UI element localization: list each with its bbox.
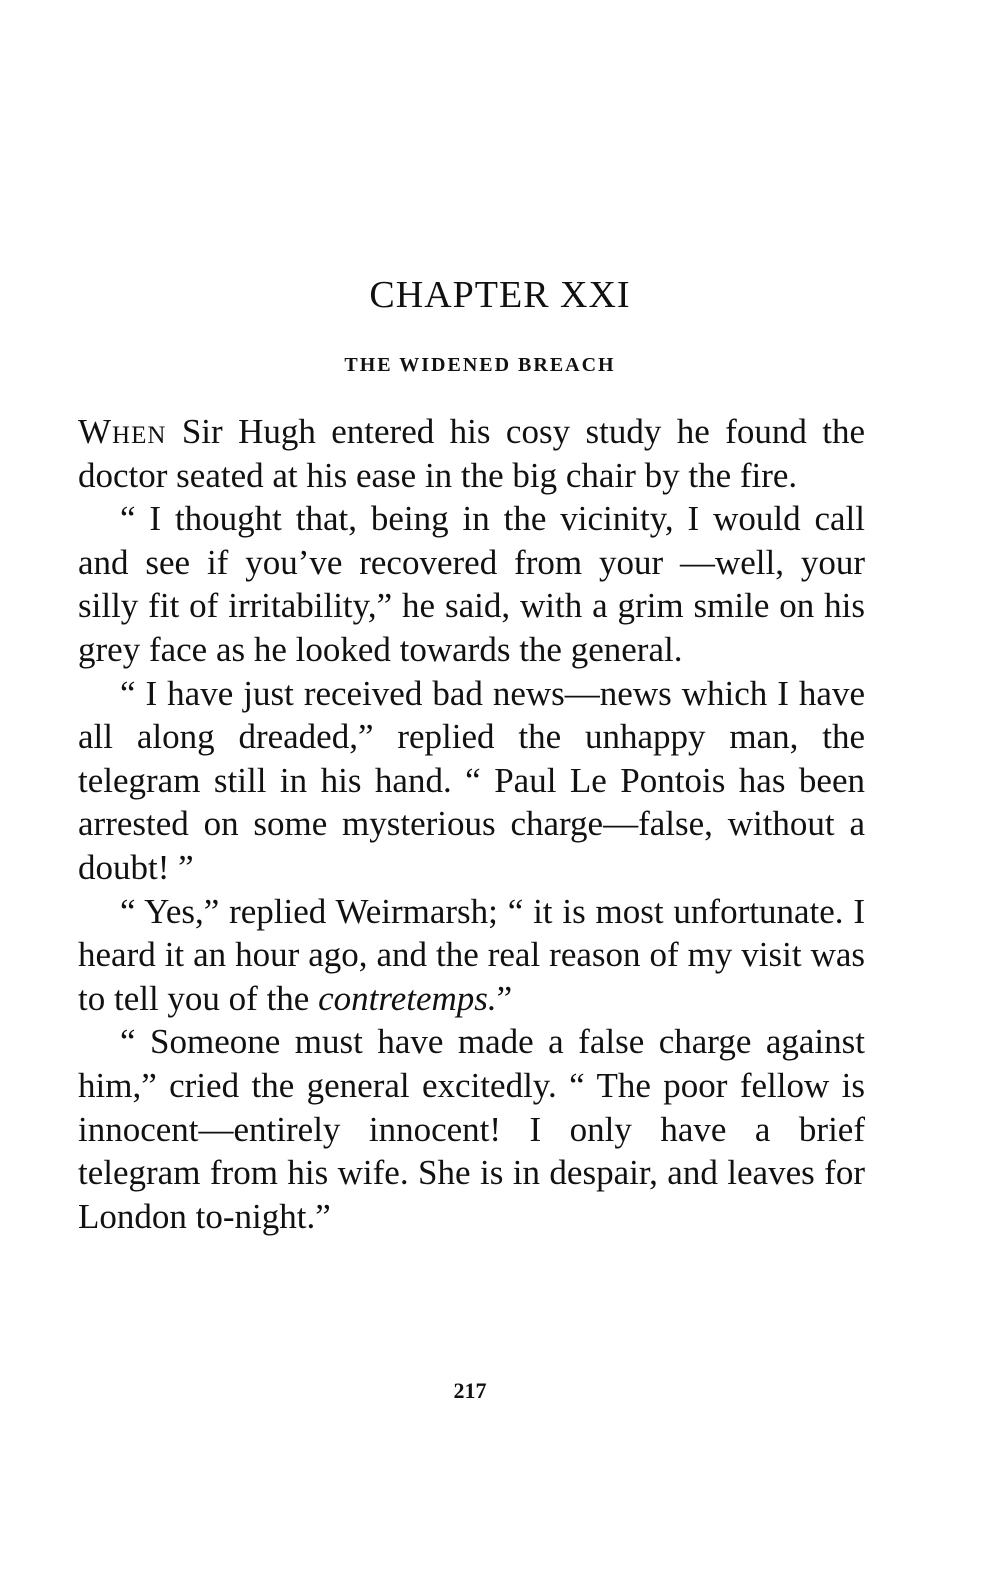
paragraph-1-text: Sir Hugh entered his cosy study he found the doctor seated at his ease in the big chair by the fire. [78, 412, 865, 495]
paragraph-4 [78, 890, 865, 1021]
paragraph-4-text: “ Yes,” replied Weirmarsh; “ it is most unfortunate. I heard it an hour ago, and the real reason of my visit was to tell you of the [78, 891, 865, 1018]
paragraph-2: “ I thought that, being in the vicinity, I would call and see if you’ve recovered from your —well, your silly fit of irritability,” he said, with a grim smile on his grey face as he looked towards the general. [78, 499, 865, 669]
chapter-subtitle: THE WIDENED BREACH [344, 354, 616, 376]
paragraph-4-italic: contretemps. [318, 978, 497, 1018]
paragraph-3: “ I have just received bad news—news which I have all along dreaded,” replied the unhappy man, the telegram still in his hand. “ Paul Le Pontois has been arrested on some mysterious charge—false, without a doubt! ” [78, 673, 865, 887]
body-text [78, 410, 865, 1238]
opening-word: When [78, 412, 167, 451]
chapter-title: CHAPTER XXI [369, 274, 631, 316]
paragraph-4-close: ” [496, 978, 513, 1018]
page-number: 217 [453, 1378, 487, 1403]
paragraph-1 [78, 410, 865, 497]
paragraph-5: “ Someone must have made a false charge against him,” cried the general excitedly. “ The poor fellow is innocent—entirely innocent! I only have a brief telegram from his wife. She is in despair, and leaves for London to-night.” [78, 1022, 865, 1236]
